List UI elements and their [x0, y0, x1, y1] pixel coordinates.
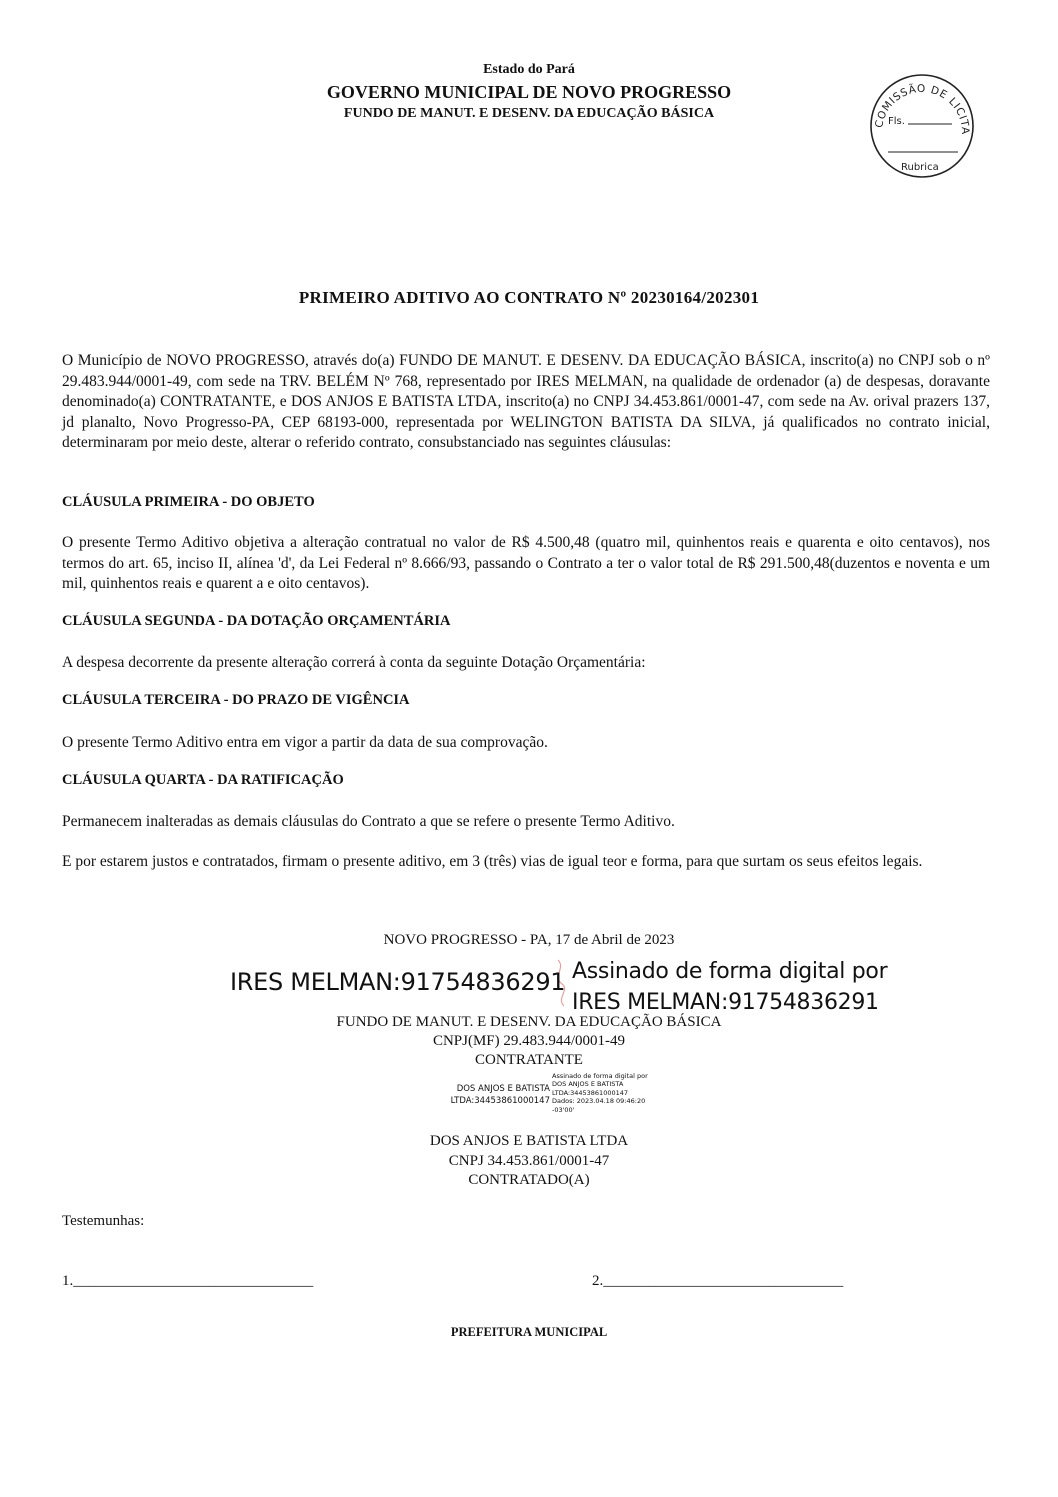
svg-text:Fls.: Fls. — [888, 116, 905, 127]
contratante-signature-name: IRES MELMAN:91754836291 — [230, 968, 566, 996]
contratado-digital-signature — [552, 1072, 662, 1114]
stamp-seal-icon — [868, 72, 976, 180]
intro-paragraph: O Município de NOVO PROGRESSO, através do(a) FUNDO DE MANUT. E DESENV. DA EDUCAÇÃO BÁSICA, inscrito(a) no CNPJ sob o nº 29.483.944/0001-49, com sede na TRV. BELÉM Nº 768, representado por IRES MELMAN, na qualidade de ordenador (a) de despesas, doravante denominado(a) CONTRATANTE, e DOS ANJOS E BATISTA LTDA, inscrito(a) no CNPJ 34.453.861/0001-47, com sede na Av. orival prazers 137, jd planalto, Novo Progresso-PA, CEP 68193-000, representada por WELINGTON BATISTA DA SILVA, já qualificados no contrato inicial, determinaram por meio deste, alterar o referido contrato, consubstanciado nas seguintes cláusulas: — [62, 352, 990, 451]
svg-text:COMISSÃO DE LICITAÇÃO: COMISSÃO DE LICITA — [873, 82, 972, 135]
licitacao-stamp — [868, 72, 976, 180]
digital-signature-line: LTDA:34453861000147 — [552, 1088, 629, 1097]
clause-heading: CLÁUSULA TERCEIRA - DO PRAZO DE VIGÊNCIA — [62, 692, 410, 708]
header-state: Estado do Pará — [483, 62, 575, 77]
witnesses-label: Testemunhas: — [62, 1213, 145, 1229]
document-title: PRIMEIRO ADITIVO AO CONTRATO Nº 20230164/202301 — [298, 288, 760, 307]
footer-prefeitura: PREFEITURA MUNICIPAL — [450, 1325, 608, 1339]
closing-paragraph: E por estarem justos e contratados, firmam o presente aditivo, em 3 (três) vias de igual teor e forma, para que surtam os seus efeitos legais. — [62, 853, 923, 870]
digital-signature-line: -03'00' — [552, 1105, 575, 1114]
clause-text: O presente Termo Aditivo entra em vigor a partir da data de sua comprovação. — [62, 734, 548, 751]
contratante-cnpj: CNPJ(MF) 29.483.944/0001-49 — [432, 1033, 626, 1049]
contratante-org: FUNDO DE MANUT. E DESENV. DA EDUCAÇÃO BÁSICA — [336, 1014, 722, 1030]
clause-text: A despesa decorrente da presente alteração correrá à conta da seguinte Dotação Orçamentária: — [62, 654, 646, 671]
contratante-role: CONTRATANTE — [475, 1052, 583, 1068]
clause-text: O presente Termo Aditivo objetiva a alteração contratual no valor de R$ 4.500,48 (quatro mil, quinhentos reais e quarenta e oito centavos), nos termos do art. 65, inciso II, alínea 'd', da Lei Federal nº 8.666/93, passando o Contrato a ter o valor total de R$ 291.500,48(duzentos e noventa e um mil, quinhentos reais e quarent a e oito centavos). — [62, 534, 990, 592]
signature-name-line: DOS ANJOS E BATISTA — [456, 1084, 550, 1094]
svg-text:Rubrica: Rubrica — [901, 162, 939, 173]
signature-name-line: LTDA:34453861000147 — [450, 1096, 550, 1106]
digital-signature-line: Assinado de forma digital por — [552, 1072, 648, 1080]
contratado-cnpj: CNPJ 34.453.861/0001-47 — [448, 1153, 610, 1169]
contratado-role: CONTRATADO(A) — [468, 1172, 590, 1188]
digital-signature-line: Dados: 2023.04.18 09:46:20 — [552, 1097, 646, 1106]
clause-heading: CLÁUSULA QUARTA - DA RATIFICAÇÃO — [62, 772, 344, 788]
header-fund: FUNDO DE MANUT. E DESENV. DA EDUCAÇÃO BÁSICA — [343, 106, 715, 121]
digital-signature-line: Assinado de forma digital por — [572, 959, 888, 984]
witness-line-2: 2.________________________________ — [592, 1273, 844, 1289]
place-date: NOVO PROGRESSO - PA, 17 de Abril de 2023 — [383, 932, 675, 948]
clause-heading: CLÁUSULA SEGUNDA - DA DOTAÇÃO ORÇAMENTÁRIA — [62, 613, 451, 629]
contratante-digital-signature — [572, 956, 887, 1018]
contratado-signature-name — [444, 1083, 550, 1107]
contratado-org: DOS ANJOS E BATISTA LTDA — [429, 1133, 629, 1149]
clause-heading: CLÁUSULA PRIMEIRA - DO OBJETO — [62, 494, 315, 510]
witness-line-1: 1.________________________________ — [62, 1273, 314, 1289]
clause-text: Permanecem inalteradas as demais cláusulas do Contrato a que se refere o presente Termo Aditivo. — [62, 813, 675, 830]
header-government: GOVERNO MUNICIPAL DE NOVO PROGRESSO — [326, 82, 732, 102]
digital-signature-line: IRES MELMAN:91754836291 — [572, 990, 879, 1015]
digital-signature-line: DOS ANJOS E BATISTA — [552, 1080, 624, 1089]
